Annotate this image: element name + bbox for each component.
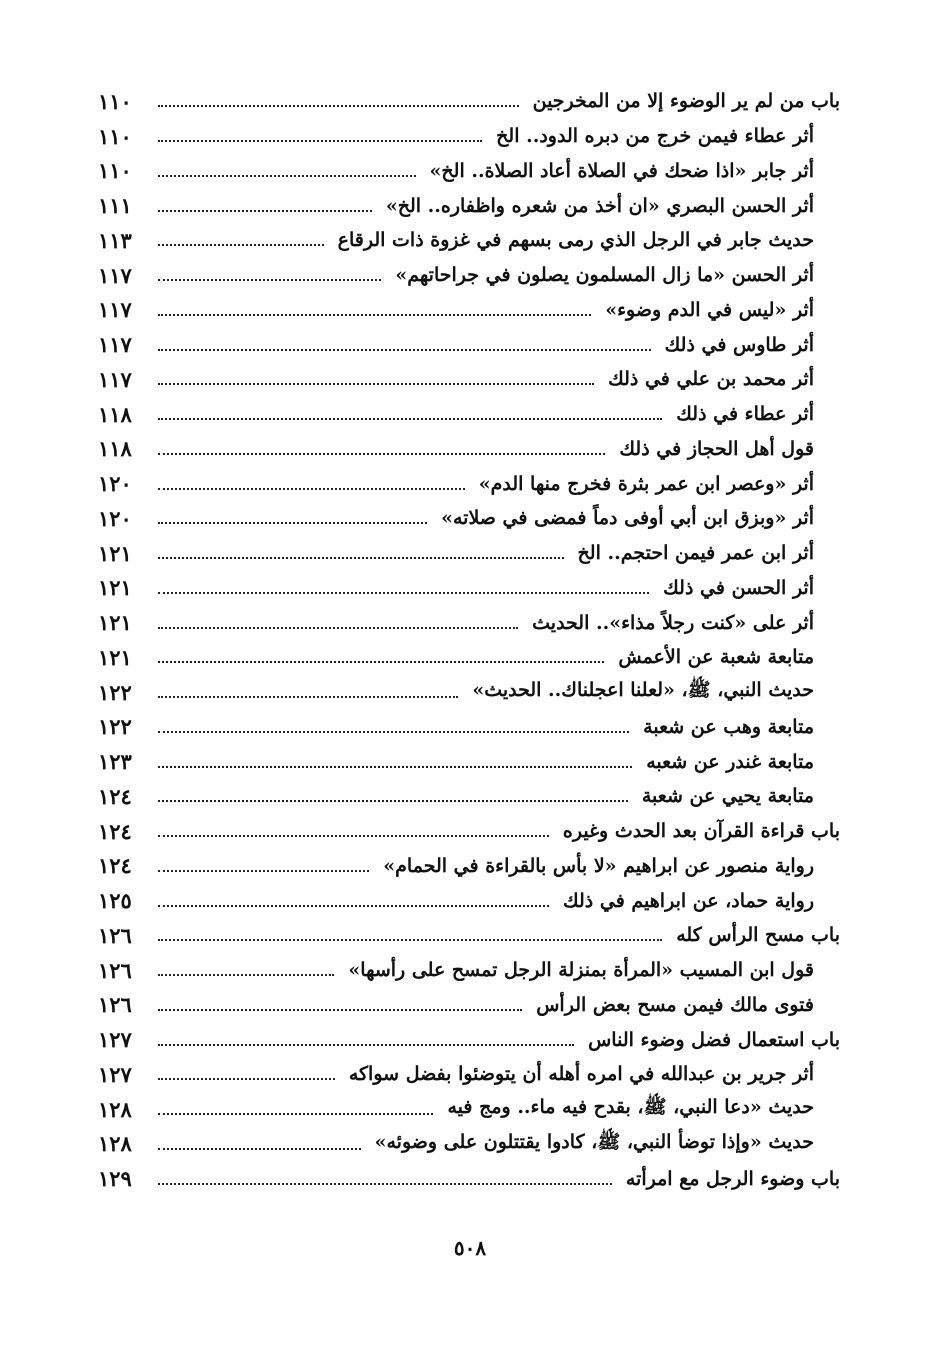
toc-page-number: ١٢٤ (98, 818, 132, 844)
toc-entry-row (98, 571, 840, 606)
dot-leader (158, 661, 604, 663)
dot-leader (158, 175, 416, 177)
toc-page-number: ١١٧ (98, 297, 132, 323)
toc-chapter-row (98, 1161, 840, 1196)
dot-leader (158, 870, 369, 872)
dot-leader (158, 383, 594, 385)
toc-page-number: ١١٧ (98, 366, 132, 392)
dot-leader (158, 766, 632, 768)
toc-chapter-row (98, 1022, 840, 1057)
dot-leader (158, 974, 334, 976)
toc-page-number: ١٢٢ (98, 679, 132, 705)
toc-entry-row (98, 293, 840, 328)
dot-leader (158, 279, 381, 281)
toc-entry-row (98, 1057, 840, 1092)
dot-leader (158, 210, 372, 212)
toc-entry-row (98, 640, 840, 675)
page-number: ٥٠٨ (453, 1236, 487, 1260)
toc-page-number: ١٢٢ (98, 714, 132, 740)
toc-entry-row (98, 953, 840, 988)
toc-entry-title: أثر «ليس في الدم وضوء» (605, 298, 814, 321)
dot-leader (158, 800, 628, 802)
dot-leader (158, 314, 591, 316)
dot-leader (158, 592, 649, 594)
toc-entry-title: متابعة غندر عن شعبه (646, 750, 814, 773)
dot-leader (158, 905, 549, 907)
dot-leader (158, 522, 427, 524)
toc-page-number: ١٢٥ (98, 888, 132, 914)
toc-entry-row (98, 501, 840, 536)
toc-entry-title: باب من لم ير الوضوء إلا من المخرجين (532, 90, 840, 113)
dot-leader (158, 1183, 612, 1185)
toc-page-number: ١١٠ (98, 123, 132, 149)
toc-entry-title: أثر الحسن في ذلك (663, 576, 814, 599)
toc-entry-row (98, 223, 840, 258)
dot-leader (158, 731, 629, 733)
toc-entry-title: متابعة شعبة عن الأعمش (618, 646, 814, 669)
toc-entry-row (98, 154, 840, 189)
dot-leader (158, 557, 564, 559)
dot-leader (158, 349, 651, 351)
toc-entry-row (98, 327, 840, 362)
toc-entry-row (98, 1127, 840, 1162)
toc-entry-title: أثر «وعصر ابن عمر بثرة فخرج منها الدم» (478, 472, 814, 495)
toc-entry-row (98, 119, 840, 154)
toc-entry-title: باب قراءة القرآن بعد الحدث وغيره (562, 820, 840, 843)
dot-leader (158, 140, 482, 142)
toc-entry-title: أثر ابن عمر فيمن احتجم.. الخ (577, 542, 814, 565)
toc-entry-title: رواية حماد، عن ابراهيم في ذلك (563, 889, 814, 912)
toc-page-number: ١١١ (98, 193, 132, 219)
toc-entry-row (98, 188, 840, 223)
toc-entry-title: متابعة يحيي عن شعبة (641, 785, 814, 808)
toc-entry-title: فتوى مالك فيمن مسح بعض الرأس (536, 993, 814, 1016)
toc-entry-title: حديث «وإذا توضأ النبي، ﷺ، كادوا يقتتلون على وضوئه» (374, 1130, 814, 1153)
toc-page-number: ١٢٧ (98, 1027, 132, 1053)
toc-entry-row (98, 397, 840, 432)
toc-entry-row (98, 675, 840, 710)
toc-entry-title: أثر جابر «اذا ضحك في الصلاة أعاد الصلاة.. الخ» (429, 159, 814, 182)
toc-entry-row (98, 536, 840, 571)
toc-chapter-row (98, 814, 840, 849)
toc-chapter-row (98, 84, 840, 119)
toc-page-number: ١٢٠ (98, 505, 132, 531)
toc-page-number: ١١٨ (98, 436, 132, 462)
toc-page-number: ١٢٦ (98, 992, 132, 1018)
toc-page-number: ١١٣ (98, 227, 132, 253)
toc-page-number: ١٢٤ (98, 853, 132, 879)
toc-entry-row (98, 710, 840, 745)
toc-entry-row (98, 744, 840, 779)
toc-entry-row (98, 1092, 840, 1127)
toc-entry-title: حديث «دعا النبي، ﷺ، بقدح فيه ماء.. ومج فيه (447, 1096, 814, 1119)
toc-entry-row (98, 779, 840, 814)
toc-entry-row (98, 988, 840, 1023)
dot-leader (158, 835, 549, 837)
toc-chapter-row (98, 918, 840, 953)
dot-leader (158, 1044, 574, 1046)
toc-entry-title: باب مسح الرأس كله (676, 924, 840, 947)
toc-page-number: ١١٧ (98, 262, 132, 288)
toc-entry-title: باب وضوء الرجل مع امرأته (625, 1167, 840, 1190)
toc-page-number: ١٢٤ (98, 783, 132, 809)
toc-entry-row (98, 466, 840, 501)
dot-leader (158, 488, 465, 490)
toc-entry-row (98, 605, 840, 640)
dot-leader (158, 105, 519, 107)
toc-entry-row (98, 849, 840, 884)
toc-entry-title: أثر محمد بن علي في ذلك (608, 368, 814, 391)
toc-entry-title: أثر عطاء فيمن خرج من دبره الدود.. الخ (496, 125, 814, 148)
dot-leader (158, 627, 518, 629)
dot-leader (158, 1113, 433, 1115)
toc-page-number: ١٢٦ (98, 957, 132, 983)
toc-entry-title: قول ابن المسيب «المرأة بمنزلة الرجل تمسح على رأسها» (348, 959, 814, 982)
toc-page-number: ١٢٣ (98, 749, 132, 775)
toc-entry-row (98, 883, 840, 918)
toc-page-number: ١٢١ (98, 575, 132, 601)
toc-page-number: ١٢١ (98, 610, 132, 636)
dot-leader (158, 453, 605, 455)
toc-page-number: ١٢٧ (98, 1061, 132, 1087)
toc-entry-title: باب استعمال فضل وضوء الناس (588, 1028, 840, 1051)
table-of-contents (98, 84, 840, 1196)
toc-entry-row (98, 258, 840, 293)
toc-entry-title: حديث النبي، ﷺ، «لعلنا اعجلناك.. الحديث» (472, 679, 814, 702)
toc-entry-title: حديث جابر في الرجل الذي رمى بسهم في غزوة ذات الرقاع (337, 229, 814, 252)
toc-entry-title: أثر طاوس في ذلك (664, 333, 814, 356)
toc-page-number: ١٢٨ (98, 1131, 132, 1157)
dot-leader (158, 244, 324, 246)
toc-entry-title: أثر الحسن البصري «ان أخذ من شعره واظفاره.. الخ» (385, 194, 814, 217)
dot-leader (158, 696, 458, 698)
toc-entry-row (98, 432, 840, 467)
toc-page-number: ١٢٨ (98, 1096, 132, 1122)
toc-page-number: ١٢٦ (98, 922, 132, 948)
toc-page-number: ١٢١ (98, 644, 132, 670)
toc-entry-title: قول أهل الحجاز في ذلك (619, 437, 814, 460)
toc-page-number: ١٢١ (98, 540, 132, 566)
toc-entry-title: أثر «وبزق ابن أبي أوفى دماً فمضى في صلاته» (441, 507, 814, 530)
toc-page-number: ١٢٩ (98, 1166, 132, 1192)
toc-entry-title: رواية منصور عن ابراهيم «لا بأس بالقراءة في الحمام» (383, 854, 814, 877)
toc-page-number: ١١٧ (98, 332, 132, 358)
dot-leader (158, 418, 662, 420)
toc-page-number: ١٢٠ (98, 471, 132, 497)
dot-leader (158, 939, 662, 941)
toc-entry-title: متابعة وهب عن شعبة (643, 715, 814, 738)
dot-leader (158, 1009, 522, 1011)
toc-entry-title: أثر عطاء في ذلك (676, 403, 814, 426)
dot-leader (158, 1148, 361, 1150)
toc-entry-title: أثر على «كنت رجلاً مذاء».. الحديث (532, 611, 814, 634)
toc-page-number: ١١٨ (98, 401, 132, 427)
dot-leader (158, 1078, 335, 1080)
toc-page-number: ١١٠ (98, 88, 132, 114)
toc-page-number: ١١٠ (98, 158, 132, 184)
toc-entry-title: أثر الحسن «ما زال المسلمون يصلون في جراحاتهم» (395, 264, 814, 287)
toc-entry-title: أثر جرير بن عبدالله في امره أهله أن يتوضئوا بفضل سواكه (348, 1063, 814, 1086)
toc-entry-row (98, 362, 840, 397)
